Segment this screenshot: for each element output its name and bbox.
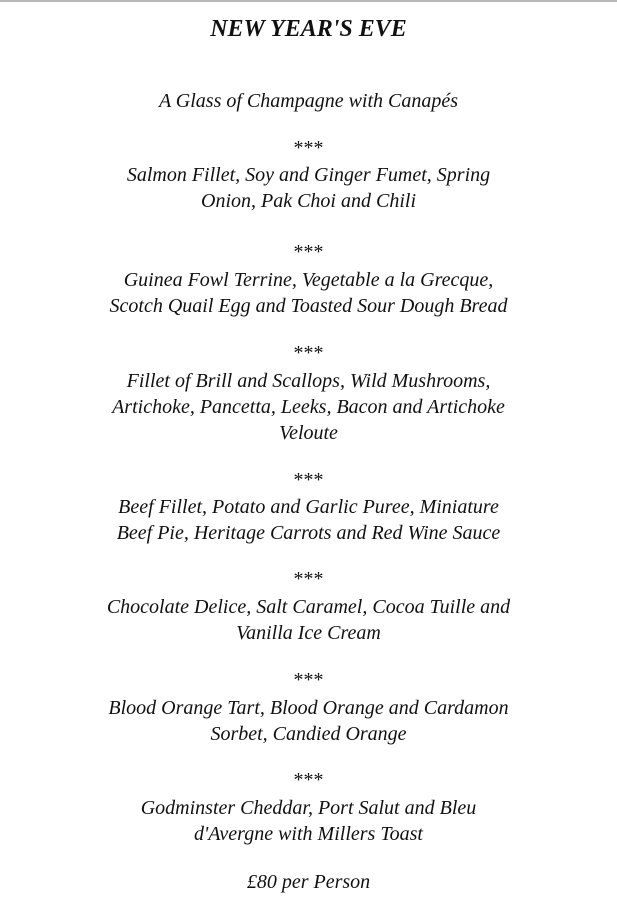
separator: *** (293, 669, 324, 691)
course-2-line-2: Onion, Pak Choi and Chili (201, 190, 416, 212)
course-3-line-2: Scotch Quail Egg and Toasted Sour Dough Bread (109, 295, 508, 317)
separator: *** (293, 137, 324, 159)
course-7-line-1: Blood Orange Tart, Blood Orange and Cardamon (108, 697, 509, 719)
menu-title: NEW YEAR'S EVE (210, 16, 407, 42)
course-6-line-2: Vanilla Ice Cream (236, 622, 381, 644)
course-5-line-2: Beef Pie, Heritage Carrots and Red Wine Sauce (116, 522, 501, 544)
course-5-line-1: Beef Fillet, Potato and Garlic Puree, Miniature (118, 496, 499, 518)
separator: *** (293, 241, 324, 263)
course-1-line-1: A Glass of Champagne with Canapés (158, 90, 459, 112)
separator: *** (293, 469, 324, 491)
course-8-line-1: Godminster Cheddar, Port Salut and Bleu (140, 797, 477, 819)
separator: *** (293, 568, 324, 590)
course-2-line-1: Salmon Fillet, Soy and Ginger Fumet, Spring (126, 164, 491, 186)
course-8-line-2: d'Avergne with Millers Toast (194, 823, 423, 845)
top-divider (0, 0, 617, 2)
course-7-line-2: Sorbet, Candied Orange (210, 723, 407, 745)
price-per-person: £80 per Person (246, 871, 371, 893)
course-4-line-1: Fillet of Brill and Scallops, Wild Mushrooms, (126, 370, 491, 392)
separator: *** (293, 769, 324, 791)
course-6-line-1: Chocolate Delice, Salt Caramel, Cocoa Tuille and (106, 596, 511, 618)
course-3-line-1: Guinea Fowl Terrine, Vegetable a la Grecque, (123, 269, 494, 291)
course-4-line-3: Veloute (279, 422, 338, 444)
course-4-line-2: Artichoke, Pancetta, Leeks, Bacon and Artichoke (112, 396, 505, 418)
separator: *** (293, 342, 324, 364)
